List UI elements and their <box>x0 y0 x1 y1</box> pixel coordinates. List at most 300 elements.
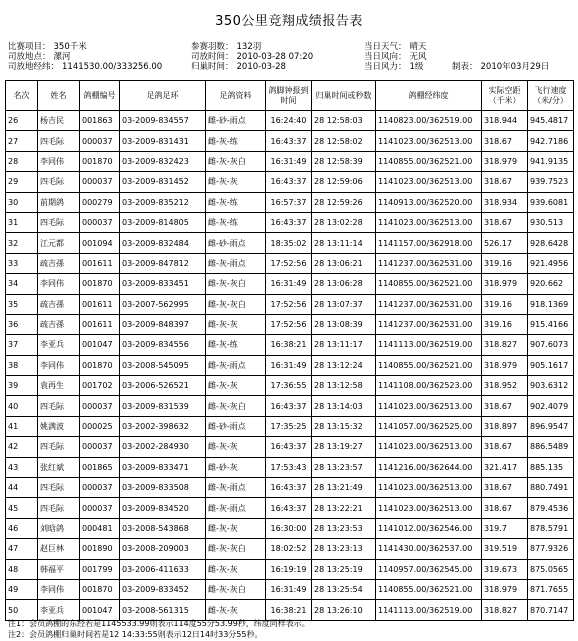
info-release-coord <box>8 62 162 73</box>
cell-loft-id: 001702 <box>80 376 120 396</box>
cell-rank: 34 <box>6 274 38 294</box>
cell-speed: 886.5489 <box>528 437 574 457</box>
cell-return-time: 28 13:22:21 <box>312 498 376 518</box>
cell-return-time: 28 13:06:21 <box>312 253 376 273</box>
cell-coordinates: 1140957.00/362545.00 <box>376 559 482 579</box>
cell-bird-info: 雌-灰-雨点 <box>206 253 266 273</box>
cell-ring: 03-2006-411633 <box>120 559 206 579</box>
cell-return-time: 28 12:58:02 <box>312 131 376 151</box>
cell-coordinates: 1140855.00/362521.00 <box>376 151 482 171</box>
cell-name: 前期鸽 <box>38 192 80 212</box>
cell-loft-id: 001870 <box>80 274 120 294</box>
cell-clock-time: 16:24:40 <box>266 111 312 131</box>
cell-coordinates: 1141237.00/362531.00 <box>376 294 482 314</box>
cell-name: 疏吉孫 <box>38 253 80 273</box>
cell-speed: 877.9326 <box>528 539 574 559</box>
cell-ring: 03-2009-834520 <box>120 498 206 518</box>
cell-name: 李亚兵 <box>38 335 80 355</box>
cell-return-time: 28 13:23:13 <box>312 539 376 559</box>
cell-ring: 03-2002-398632 <box>120 416 206 436</box>
wind-force-label: 当日风力： <box>364 62 407 72</box>
info-wind-force <box>364 62 423 73</box>
cell-bird-info: 雌-灰-灰 <box>206 518 266 538</box>
cell-distance: 319.519 <box>482 539 528 559</box>
cell-coordinates: 1141023.00/362513.00 <box>376 131 482 151</box>
cell-ring: 03-2009-831539 <box>120 396 206 416</box>
cell-coordinates: 1141012.00/362546.00 <box>376 518 482 538</box>
cell-speed: 939.7523 <box>528 172 574 192</box>
cell-name: 江元都 <box>38 233 80 253</box>
cell-rank: 46 <box>6 518 38 538</box>
wind-dir-value: 无风 <box>409 52 427 62</box>
cell-clock-time: 16:31:49 <box>266 274 312 294</box>
cell-name: 四毛际 <box>38 131 80 151</box>
cell-rank: 35 <box>6 294 38 314</box>
cell-loft-id: 001870 <box>80 355 120 375</box>
cell-clock-time: 18:35:02 <box>266 233 312 253</box>
cell-ring: 03-2006-526521 <box>120 376 206 396</box>
table-row <box>6 579 574 599</box>
release-coord-value: 1141530.00/333256.00 <box>62 62 163 72</box>
cell-bird-info: 雌-灰-灰白 <box>206 151 266 171</box>
cell-bird-info: 雌-灰-练 <box>206 212 266 232</box>
cell-distance: 318.67 <box>482 212 528 232</box>
cell-ring: 03-2009-833451 <box>120 274 206 294</box>
cell-bird-info: 雌-砂-灰 <box>206 457 266 477</box>
cell-loft-id: 000037 <box>80 437 120 457</box>
note-2: 注2：会员鸽棚归巢时间若是12 14:33:55则表示12日14时33分55秒。 <box>8 630 263 639</box>
table-row <box>6 335 574 355</box>
table-row <box>6 274 574 294</box>
cell-loft-id: 001611 <box>80 314 120 334</box>
cell-loft-id: 001799 <box>80 559 120 579</box>
cell-ring: 03-2009-833471 <box>120 457 206 477</box>
cell-bird-info: 雌-灰-灰 <box>206 437 266 457</box>
release-time-value: 2010-03-28 07:20 <box>236 52 314 62</box>
cell-clock-time: 16:43:37 <box>266 172 312 192</box>
table-row <box>6 478 574 498</box>
cell-coordinates: 1141237.00/362531.00 <box>376 253 482 273</box>
cell-speed: 930.513 <box>528 212 574 232</box>
cell-speed: 902.4079 <box>528 396 574 416</box>
cell-coordinates: 1141430.00/362537.00 <box>376 539 482 559</box>
cell-bird-info: 雌-灰-雨点 <box>206 355 266 375</box>
cell-clock-time: 17:52:56 <box>266 294 312 314</box>
cell-loft-id: 001611 <box>80 294 120 314</box>
cell-return-time: 28 13:23:53 <box>312 518 376 538</box>
cell-rank: 39 <box>6 376 38 396</box>
cell-return-time: 28 12:59:06 <box>312 172 376 192</box>
cell-speed: 921.4956 <box>528 253 574 273</box>
cell-coordinates: 1141023.00/362513.00 <box>376 396 482 416</box>
cell-speed: 941.9135 <box>528 151 574 171</box>
cell-name: 四毛际 <box>38 212 80 232</box>
cell-loft-id: 000481 <box>80 518 120 538</box>
cell-clock-time: 18:02:52 <box>266 539 312 559</box>
cell-return-time: 28 13:25:19 <box>312 559 376 579</box>
cell-coordinates: 1141237.00/362531.00 <box>376 314 482 334</box>
table-row <box>6 437 574 457</box>
cell-loft-id: 001863 <box>80 111 120 131</box>
cell-clock-time: 16:38:21 <box>266 335 312 355</box>
cell-rank: 36 <box>6 314 38 334</box>
cell-ring: 03-2009-814805 <box>120 212 206 232</box>
cell-bird-info: 雌-灰-灰白 <box>206 579 266 599</box>
cell-bird-info: 雌-灰-灰白 <box>206 539 266 559</box>
cell-clock-time: 16:57:37 <box>266 192 312 212</box>
table-row <box>6 498 574 518</box>
cell-loft-id: 000037 <box>80 396 120 416</box>
cell-speed: 871.7655 <box>528 579 574 599</box>
cell-distance: 318.952 <box>482 376 528 396</box>
cell-return-time: 28 13:15:32 <box>312 416 376 436</box>
wind-dir-label: 当日风向： <box>364 52 407 62</box>
made-label: 制表： <box>452 62 478 72</box>
cell-rank: 47 <box>6 539 38 559</box>
cell-clock-time: 17:35:25 <box>266 416 312 436</box>
table-row <box>6 192 574 212</box>
results-table <box>5 80 574 621</box>
race-project-label: 比赛项目： <box>8 42 51 52</box>
cell-name: 四毛际 <box>38 396 80 416</box>
cell-distance: 318.827 <box>482 335 528 355</box>
cell-distance: 318.979 <box>482 355 528 375</box>
cell-ring: 03-2009-834556 <box>120 335 206 355</box>
cell-loft-id: 000037 <box>80 212 120 232</box>
cell-ring: 03-2009-848397 <box>120 314 206 334</box>
cell-distance: 318.979 <box>482 151 528 171</box>
cell-rank: 48 <box>6 559 38 579</box>
cell-ring: 03-2008-209003 <box>120 539 206 559</box>
cell-clock-time: 17:36:55 <box>266 376 312 396</box>
cell-distance: 318.944 <box>482 111 528 131</box>
release-site-label: 司放地点： <box>8 52 51 62</box>
results-body <box>6 111 574 621</box>
header-name: 姓名 <box>38 81 80 111</box>
return-time-value: 2010-03-28 <box>236 62 286 72</box>
cell-bird-info: 雌-灰-灰白 <box>206 396 266 416</box>
cell-return-time: 28 13:07:37 <box>312 294 376 314</box>
cell-coordinates: 1141113.00/362519.00 <box>376 335 482 355</box>
cell-loft-id: 000025 <box>80 416 120 436</box>
table-row <box>6 233 574 253</box>
return-time-label: 归巢时间： <box>191 62 234 72</box>
cell-distance: 319.16 <box>482 253 528 273</box>
cell-ring: 03-2009-833508 <box>120 478 206 498</box>
cell-speed: 880.7491 <box>528 478 574 498</box>
cell-speed: 870.7147 <box>528 600 574 620</box>
cell-rank: 45 <box>6 498 38 518</box>
table-row <box>6 294 574 314</box>
cell-return-time: 28 12:58:03 <box>312 111 376 131</box>
info-made-date <box>452 62 549 73</box>
cell-rank: 31 <box>6 212 38 232</box>
cell-distance: 321.417 <box>482 457 528 477</box>
cell-rank: 30 <box>6 192 38 212</box>
cell-return-time: 28 13:25:54 <box>312 579 376 599</box>
cell-coordinates: 1140823.00/362519.00 <box>376 111 482 131</box>
cell-bird-info: 雌-砂-雨点 <box>206 111 266 131</box>
cell-return-time: 28 13:11:17 <box>312 335 376 355</box>
cell-rank: 50 <box>6 600 38 620</box>
header-loft-id: 鸽棚编号 <box>80 81 120 111</box>
table-row <box>6 355 574 375</box>
cell-loft-id: 001611 <box>80 253 120 273</box>
cell-coordinates: 1141023.00/362513.00 <box>376 172 482 192</box>
release-time-label: 司放时间： <box>191 52 234 62</box>
race-project-value: 350千米 <box>53 42 87 52</box>
cell-distance: 319.16 <box>482 294 528 314</box>
cell-clock-time: 16:31:49 <box>266 355 312 375</box>
cell-distance: 318.979 <box>482 274 528 294</box>
header-ring: 足鸽足环 <box>120 81 206 111</box>
cell-distance: 318.67 <box>482 437 528 457</box>
table-row <box>6 396 574 416</box>
cell-bird-info: 雌-灰-灰 <box>206 376 266 396</box>
cell-clock-time: 16:43:37 <box>266 131 312 151</box>
cell-return-time: 28 12:58:39 <box>312 151 376 171</box>
cell-ring: 03-2009-835212 <box>120 192 206 212</box>
cell-coordinates: 1141023.00/362513.00 <box>376 212 482 232</box>
cell-coordinates: 1141108.00/362523.00 <box>376 376 482 396</box>
cell-name: 韩福平 <box>38 559 80 579</box>
cell-name: 李同伟 <box>38 579 80 599</box>
cell-distance: 318.934 <box>482 192 528 212</box>
cell-rank: 38 <box>6 355 38 375</box>
info-return-time <box>191 62 286 73</box>
cell-loft-id: 001047 <box>80 335 120 355</box>
cell-distance: 526.17 <box>482 233 528 253</box>
cell-clock-time: 16:43:37 <box>266 498 312 518</box>
cell-speed: 878.5791 <box>528 518 574 538</box>
cell-clock-time: 17:53:43 <box>266 457 312 477</box>
note-1: 注1：会员鸽棚的东经若是1145533.99则表示114度55分53.99秒，纬度同样表示。 <box>8 619 310 628</box>
cell-loft-id: 001870 <box>80 151 120 171</box>
cell-distance: 318.67 <box>482 396 528 416</box>
cell-rank: 49 <box>6 579 38 599</box>
cell-rank: 41 <box>6 416 38 436</box>
cell-distance: 318.827 <box>482 600 528 620</box>
cell-ring: 03-2009-833452 <box>120 579 206 599</box>
cell-clock-time: 16:43:37 <box>266 396 312 416</box>
table-row <box>6 212 574 232</box>
cell-speed: 885.135 <box>528 457 574 477</box>
cell-bird-info: 雌-灰-练 <box>206 192 266 212</box>
cell-name: 杨吉民 <box>38 111 80 131</box>
wind-force-value: 1级 <box>409 62 424 72</box>
cell-ring: 03-2009-831431 <box>120 131 206 151</box>
cell-ring: 03-2007-562995 <box>120 294 206 314</box>
cell-ring: 03-2002-284930 <box>120 437 206 457</box>
cell-name: 李同伟 <box>38 355 80 375</box>
cell-return-time: 28 12:59:26 <box>312 192 376 212</box>
entries-label: 参赛羽数： <box>191 42 234 52</box>
cell-distance: 318.979 <box>482 579 528 599</box>
cell-rank: 27 <box>6 131 38 151</box>
cell-clock-time: 17:52:56 <box>266 314 312 334</box>
cell-loft-id: 001047 <box>80 600 120 620</box>
cell-speed: 915.4166 <box>528 314 574 334</box>
cell-loft-id: 001890 <box>80 539 120 559</box>
cell-name: 李同伟 <box>38 274 80 294</box>
cell-speed: 896.9547 <box>528 416 574 436</box>
cell-clock-time: 16:19:19 <box>266 559 312 579</box>
cell-bird-info: 雌-灰-灰白 <box>206 294 266 314</box>
cell-return-time: 28 13:08:39 <box>312 314 376 334</box>
cell-name: 李同伟 <box>38 151 80 171</box>
cell-bird-info: 雌-灰-练 <box>206 131 266 151</box>
cell-distance: 319.673 <box>482 559 528 579</box>
cell-name: 刘晗鸽 <box>38 518 80 538</box>
cell-loft-id: 000279 <box>80 192 120 212</box>
header-bird-info: 足鸽资料 <box>206 81 266 111</box>
cell-ring: 03-2009-834557 <box>120 111 206 131</box>
header-distance: 实际空距（千米） <box>482 81 528 111</box>
cell-name: 四毛际 <box>38 478 80 498</box>
cell-return-time: 28 13:11:14 <box>312 233 376 253</box>
cell-speed: 903.6312 <box>528 376 574 396</box>
made-value: 2010年03月29日 <box>480 62 550 72</box>
cell-distance: 318.67 <box>482 498 528 518</box>
cell-loft-id: 001870 <box>80 579 120 599</box>
cell-clock-time: 16:31:49 <box>266 579 312 599</box>
cell-coordinates: 1141023.00/362513.00 <box>376 498 482 518</box>
cell-coordinates: 1140855.00/362521.00 <box>376 355 482 375</box>
cell-return-time: 28 13:23:57 <box>312 457 376 477</box>
weather-value: 晴天 <box>409 42 427 52</box>
cell-loft-id: 001865 <box>80 457 120 477</box>
cell-rank: 29 <box>6 172 38 192</box>
cell-clock-time: 16:43:37 <box>266 212 312 232</box>
cell-return-time: 28 13:14:03 <box>312 396 376 416</box>
cell-name: 四毛际 <box>38 498 80 518</box>
cell-clock-time: 16:31:49 <box>266 151 312 171</box>
cell-speed: 879.4536 <box>528 498 574 518</box>
cell-coordinates: 1140855.00/362521.00 <box>376 579 482 599</box>
header-speed: 飞行速度（米/分） <box>528 81 574 111</box>
cell-rank: 43 <box>6 457 38 477</box>
cell-name: 四毛际 <box>38 172 80 192</box>
cell-coordinates: 1141023.00/362513.00 <box>376 437 482 457</box>
cell-bird-info: 雌-灰-灰 <box>206 559 266 579</box>
cell-loft-id: 000037 <box>80 131 120 151</box>
weather-label: 当日天气： <box>364 42 407 52</box>
cell-distance: 318.67 <box>482 478 528 498</box>
cell-rank: 40 <box>6 396 38 416</box>
cell-return-time: 28 13:06:28 <box>312 274 376 294</box>
cell-coordinates: 1141113.00/362519.00 <box>376 600 482 620</box>
cell-distance: 318.67 <box>482 172 528 192</box>
cell-rank: 26 <box>6 111 38 131</box>
table-row <box>6 376 574 396</box>
table-row <box>6 457 574 477</box>
cell-name: 疏吉孫 <box>38 294 80 314</box>
cell-clock-time: 16:43:37 <box>266 478 312 498</box>
cell-bird-info: 雌-灰-雨点 <box>206 478 266 498</box>
cell-return-time: 28 13:21:49 <box>312 478 376 498</box>
cell-return-time: 28 13:26:10 <box>312 600 376 620</box>
cell-clock-time: 16:30:00 <box>266 518 312 538</box>
cell-ring: 03-2009-831452 <box>120 172 206 192</box>
cell-speed: 939.6081 <box>528 192 574 212</box>
table-row <box>6 518 574 538</box>
cell-speed: 920.662 <box>528 274 574 294</box>
cell-loft-id: 000037 <box>80 172 120 192</box>
cell-distance: 318.897 <box>482 416 528 436</box>
cell-bird-info: 雌-砂-雨点 <box>206 233 266 253</box>
report-title: 350公里竞翔成绩报告表 <box>215 14 363 29</box>
cell-speed: 907.6073 <box>528 335 574 355</box>
cell-name: 张红斌 <box>38 457 80 477</box>
table-row <box>6 131 574 151</box>
cell-bird-info: 雌-砂-雨点 <box>206 416 266 436</box>
cell-name: 赵巨林 <box>38 539 80 559</box>
cell-loft-id: 000037 <box>80 478 120 498</box>
cell-clock-time: 16:43:37 <box>266 437 312 457</box>
cell-name: 李亚兵 <box>38 600 80 620</box>
table-row <box>6 314 574 334</box>
cell-coordinates: 1140855.00/362521.00 <box>376 274 482 294</box>
cell-bird-info: 雌-灰-雨点 <box>206 498 266 518</box>
cell-return-time: 28 13:12:24 <box>312 355 376 375</box>
cell-return-time: 28 13:02:28 <box>312 212 376 232</box>
cell-rank: 42 <box>6 437 38 457</box>
table-row <box>6 111 574 131</box>
cell-name: 姚满波 <box>38 416 80 436</box>
cell-ring: 03-2009-832423 <box>120 151 206 171</box>
cell-ring: 03-2008-561315 <box>120 600 206 620</box>
cell-coordinates: 1141216.00/362644.00 <box>376 457 482 477</box>
cell-clock-time: 16:38:21 <box>266 600 312 620</box>
cell-return-time: 28 13:12:58 <box>312 376 376 396</box>
cell-speed: 942.7186 <box>528 131 574 151</box>
cell-bird-info: 雌-灰-灰白 <box>206 274 266 294</box>
cell-bird-info: 雌-灰-灰 <box>206 600 266 620</box>
cell-ring: 03-2008-543868 <box>120 518 206 538</box>
cell-speed: 945.4817 <box>528 111 574 131</box>
cell-coordinates: 1140913.00/362520.00 <box>376 192 482 212</box>
header-clock-time: 鸽脚钟报到时间 <box>266 81 312 111</box>
cell-speed: 928.6428 <box>528 233 574 253</box>
cell-rank: 37 <box>6 335 38 355</box>
cell-speed: 905.1617 <box>528 355 574 375</box>
cell-bird-info: 雌-灰-灰 <box>206 172 266 192</box>
cell-distance: 318.67 <box>482 131 528 151</box>
cell-distance: 319.16 <box>482 314 528 334</box>
cell-rank: 32 <box>6 233 38 253</box>
table-row <box>6 559 574 579</box>
entries-value: 132羽 <box>236 42 262 52</box>
cell-name: 四毛际 <box>38 437 80 457</box>
cell-ring: 03-2009-847812 <box>120 253 206 273</box>
table-row <box>6 172 574 192</box>
cell-loft-id: 000037 <box>80 498 120 518</box>
cell-clock-time: 17:52:56 <box>266 253 312 273</box>
table-row <box>6 416 574 436</box>
cell-coordinates: 1141157.00/362918.00 <box>376 233 482 253</box>
cell-bird-info: 雌-灰-练 <box>206 335 266 355</box>
cell-ring: 03-2009-832484 <box>120 233 206 253</box>
cell-speed: 875.0565 <box>528 559 574 579</box>
table-row <box>6 151 574 171</box>
header-return-time: 归巢时间或秒数 <box>312 81 376 111</box>
header-coordinates: 鸽棚经纬度 <box>376 81 482 111</box>
cell-ring: 03-2008-545095 <box>120 355 206 375</box>
notes <box>8 618 310 640</box>
table-header-row <box>6 81 574 111</box>
cell-coordinates: 1141023.00/362513.00 <box>376 478 482 498</box>
cell-name: 袁再生 <box>38 376 80 396</box>
